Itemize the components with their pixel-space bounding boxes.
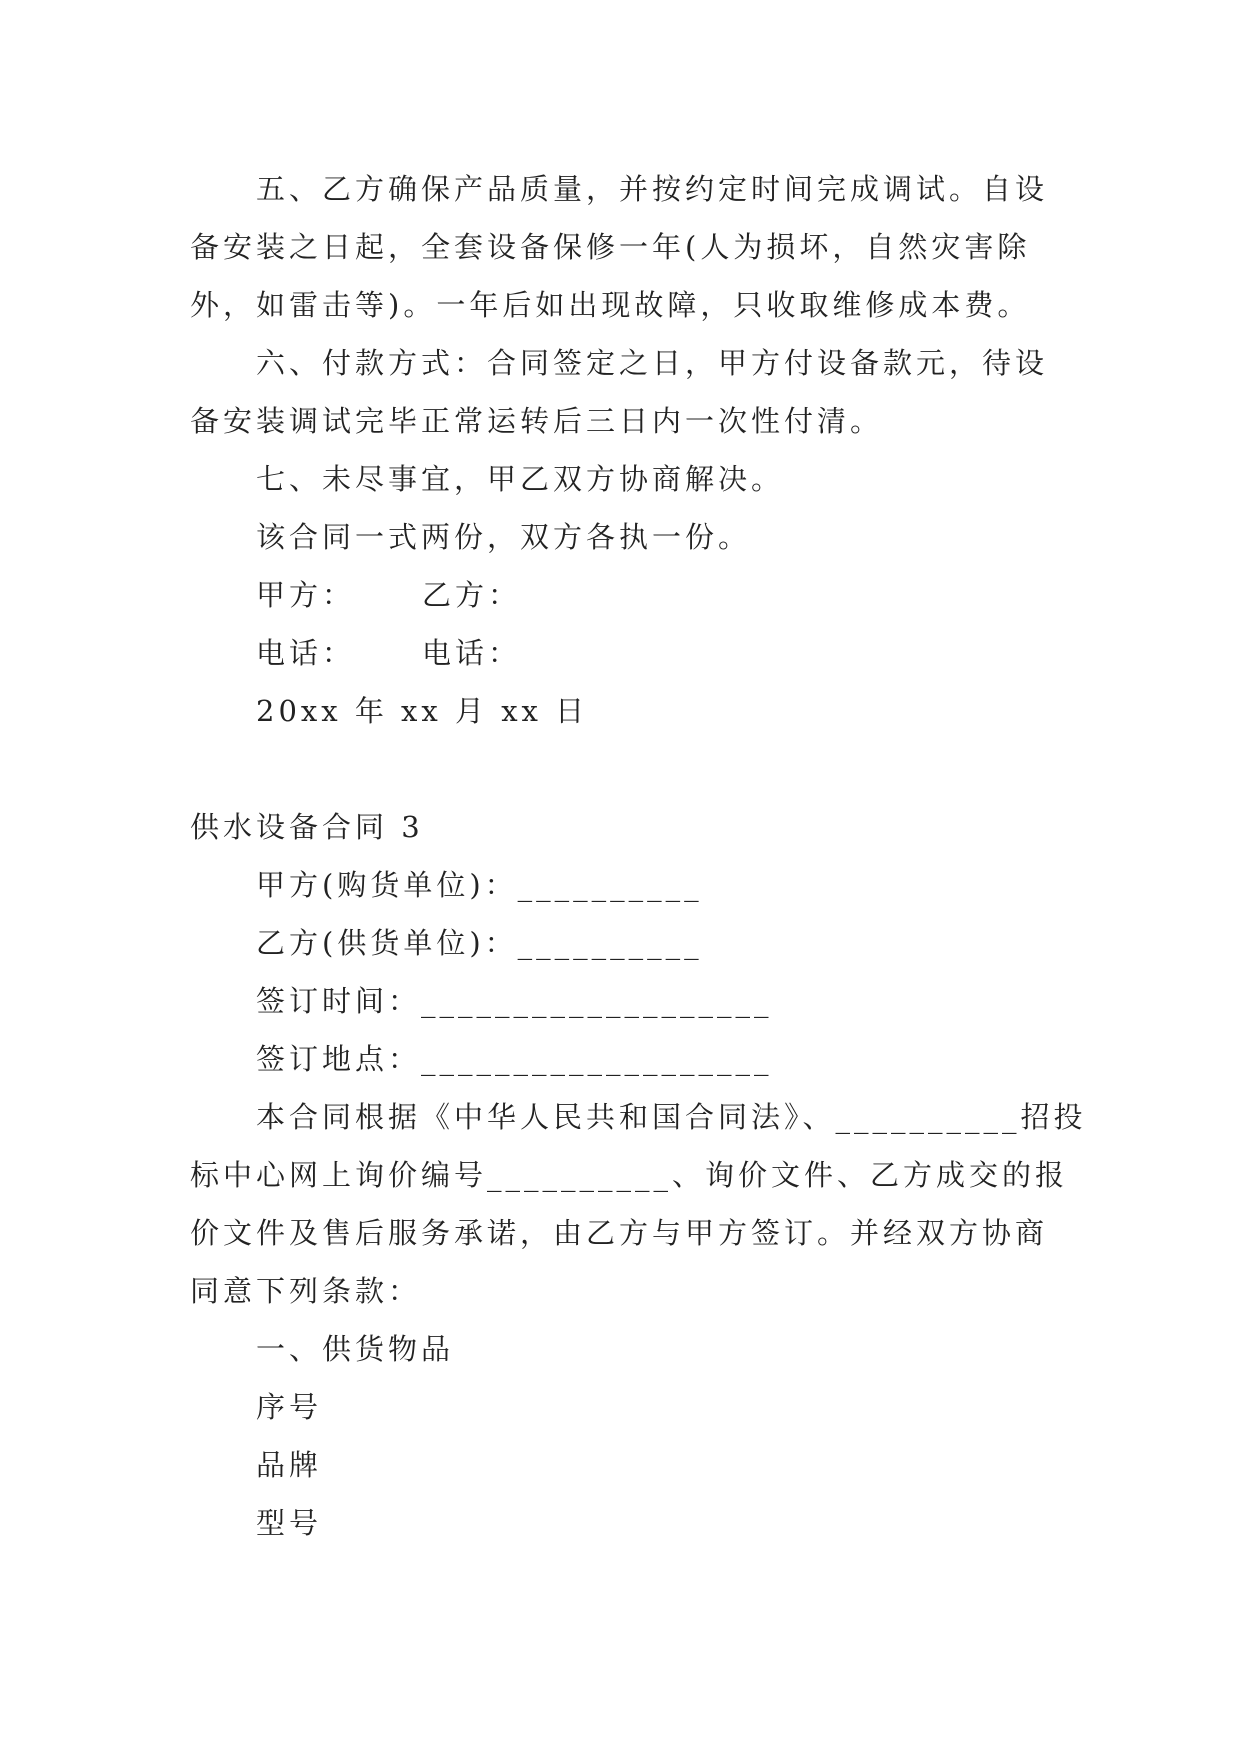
clause-6-line-1: 六、付款方式：合同签定之日，甲方付设备款元，待设 [256,346,1049,380]
clause-6-line-2: 备安装调试完毕正常运转后三日内一次性付清。 [190,404,884,438]
buyer-field: 甲方(购货单位)：__________ [256,868,703,902]
copies-statement: 该合同一式两份，双方各执一份。 [256,520,752,554]
phone-b-label: 电话： [422,636,522,670]
section-title: 供水设备合同 3 [190,810,424,844]
contract-date: 20xx 年 xx 月 xx 日 [256,694,589,728]
item-1-heading: 一、供货物品 [256,1332,455,1366]
intro-line-1: 本合同根据《中华人民共和国合同法》、__________招投 [256,1100,1087,1134]
clause-5-line-3: 外，如雷击等)。一年后如出现故障，只收取维修成本费。 [190,288,1031,322]
party-signature-row [190,566,1050,624]
party-a-label: 甲方： [256,578,356,612]
clause-5-line-2: 备安装之日起，全套设备保修一年(人为损坏，自然灾害除 [190,230,1031,264]
intro-line-4: 同意下列条款： [190,1274,422,1308]
section-spacer [190,740,1050,798]
intro-line-2: 标中心网上询价编号__________、询价文件、乙方成交的报 [190,1158,1069,1192]
clause-7: 七、未尽事宜，甲乙双方协商解决。 [256,462,785,496]
column-brand: 品牌 [256,1448,323,1482]
supplier-field: 乙方(供货单位)：__________ [256,926,703,960]
party-b-label: 乙方： [422,578,522,612]
sign-place-field: 签订地点：___________________ [256,1042,773,1076]
column-serial: 序号 [256,1390,323,1424]
intro-line-3: 价文件及售后服务承诺，由乙方与甲方签订。并经双方协商 [190,1216,1049,1250]
column-model: 型号 [256,1506,323,1540]
clause-5-line-1: 五、乙方确保产品质量，并按约定时间完成调试。自设 [256,172,1049,206]
sign-time-field: 签订时间：___________________ [256,984,773,1018]
phone-a-label: 电话： [256,636,356,670]
document-page [190,160,1087,1552]
phone-row [190,624,1050,682]
